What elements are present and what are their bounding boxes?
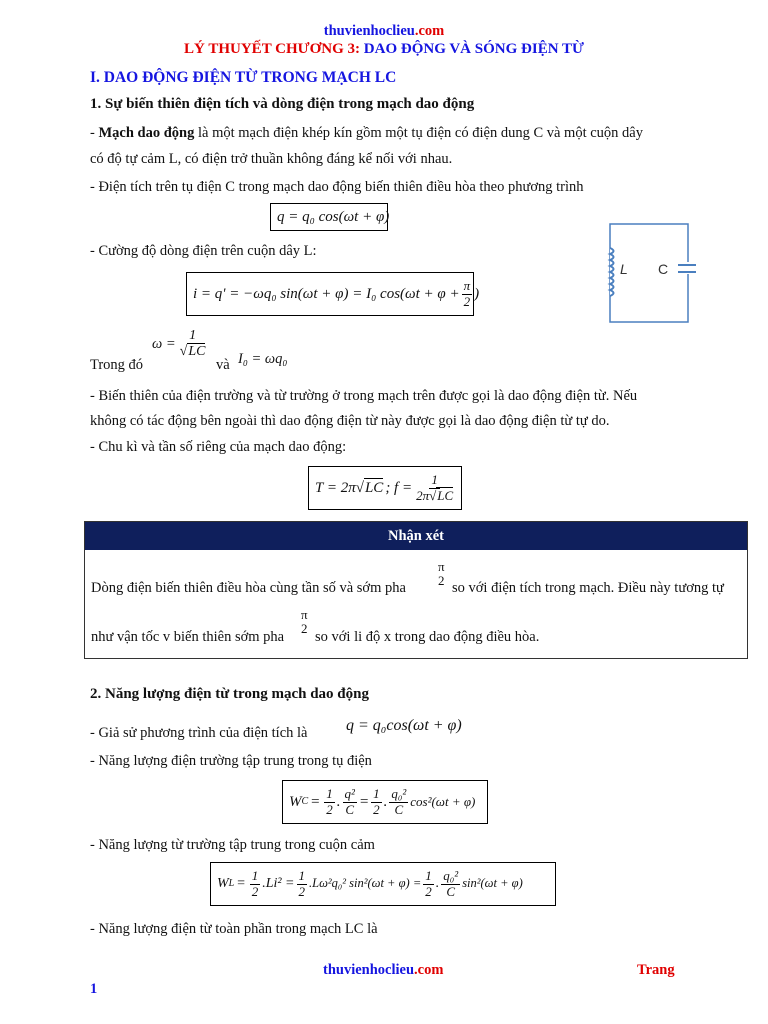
note-heading: Nhận xét [85, 522, 747, 550]
denominator: C [446, 883, 456, 899]
note-body [85, 550, 747, 658]
numerator: 1 [373, 786, 380, 802]
fraction-q2-c [343, 787, 357, 817]
fraction-frequency [414, 473, 455, 503]
dash: - [90, 125, 99, 141]
formula-charge-2: q = q₀cos(ωt + φ) [346, 717, 462, 734]
lc-circuit-diagram [600, 218, 696, 328]
formula-text: i = q' = −ωq₀ sin(ωt + φ) = I₀ cos(ωt + φ + [193, 285, 460, 302]
site-name: thuvienhoclieu [323, 23, 415, 39]
fraction-half [297, 869, 308, 899]
equals: = [358, 793, 370, 810]
fraction-half [324, 787, 335, 817]
numerator: 1 [251, 868, 259, 884]
numerator: 1 [189, 328, 197, 343]
formula-text: T = 2π [315, 479, 356, 496]
label-c: C [658, 261, 669, 277]
formula-text: ; f = [385, 479, 413, 496]
formula-text: .Li² = [262, 876, 295, 892]
site-name: thuvienhoclieu [323, 962, 415, 978]
formula-text: cos²(ωt + φ) [410, 793, 476, 809]
note-box [84, 521, 748, 659]
fraction-pi-over-2 [436, 560, 447, 589]
denominator: 2 [301, 621, 308, 637]
note-line-2-left: như vận tốc v biến thiên sớm pha [91, 629, 285, 645]
paragraph-cuong-do: - Cường độ dòng điện trên cuộn dây L: [90, 243, 317, 259]
formula-wc: W C = $\frac{1}{2}$ . $\frac{\text{q²}}{C}$ = $\frac{1}{2}$ . $\frac{\text{q₀²}}{C}$ cos²(ωt + φ) [282, 780, 488, 824]
site-domain: .com [414, 962, 444, 978]
paragraph-mach-dao-dong [90, 124, 740, 142]
fraction-q02-c [389, 787, 408, 817]
numerator: 1 [431, 472, 438, 488]
denominator: 2 [298, 883, 306, 899]
formula-period [308, 466, 462, 510]
text-va: và [216, 357, 230, 373]
formula-current [186, 272, 480, 316]
formula-omega [152, 328, 209, 360]
formula-text: ) [474, 285, 480, 302]
numerator: 1 [425, 868, 432, 884]
radicand: LC [437, 487, 454, 503]
subscript: L [228, 877, 235, 889]
formula-wl: W L = $\frac{1}{2}$ .Li² = $\frac{1}{2}$ .Lω²q₀² sin²(ωt + φ) = $\frac{1}{2}$ . $\frac{\text{q₀²}}{C}$ sin²(ωt + φ) [210, 862, 556, 906]
paragraph-nang-luong-tu: - Năng lượng từ trường tập trung trong cuộn cảm [90, 837, 375, 853]
fraction-pi-over-2 [299, 608, 310, 637]
denominator [414, 489, 455, 503]
fraction-half [423, 869, 434, 899]
denominator: 2 [326, 801, 333, 817]
paragraph-toan-phan: - Năng lượng điện từ toàn phần trong mạch LC là [90, 921, 378, 937]
fraction-pi-over-2 [462, 279, 473, 309]
title-chapter: LÝ THUYẾT CHƯƠNG 3: [184, 41, 361, 57]
note-line-2-right: so với li độ x trong dao động điều hòa. [315, 629, 540, 645]
title-topic: DAO ĐỘNG VÀ SÓNG ĐIỆN TỪ [363, 41, 584, 57]
subheading-1: 1. Sự biến thiên điện tích và dòng điện trong mạch dao động [90, 96, 475, 112]
formula-text: W [289, 793, 302, 810]
formula-text: ω = [152, 335, 176, 352]
page-number: 1 [90, 981, 98, 997]
paragraph-line: có độ tự cảm L, có điện trở thuần không đáng kể nối với nhau. [90, 151, 453, 167]
fraction-q02-c [441, 869, 460, 899]
denominator: C [345, 801, 355, 817]
paragraph-gia-su: - Giả sử phương trình của điện tích là [90, 725, 308, 741]
subheading-2: 2. Năng lượng điện từ trong mạch dao động [90, 686, 369, 702]
denominator: 2 [438, 573, 445, 589]
note-line-1-left: Dòng điện biến thiên điều hòa cùng tần số và sớm pha [91, 580, 406, 596]
fraction-half [250, 869, 261, 899]
radicand: LC [188, 344, 206, 360]
text-trong-do: Trong đó [90, 357, 144, 373]
denominator: 2 [425, 883, 432, 899]
equals: = [310, 793, 321, 810]
page-title [0, 40, 768, 59]
paragraph-nang-luong-dien: - Năng lượng điện trường tập trung trong tụ điện [90, 753, 372, 769]
footer-trang: Trang [637, 962, 675, 978]
term-mach-dao-dong: Mạch dao động [98, 125, 195, 141]
numerator: π [438, 559, 445, 574]
site-domain: .com [414, 23, 445, 39]
denominator [178, 344, 208, 359]
label-l: L [620, 261, 628, 277]
radical-sign [356, 479, 364, 498]
denominator: C [394, 801, 404, 817]
paragraph-line: không có tác động bên ngoài thì dao động điện từ này được gọi là dao động điện từ tự do. [90, 413, 610, 429]
denominator: 2 [373, 801, 380, 817]
formula-text: q = q₀ cos(ωt + φ) [277, 208, 390, 225]
text: là một mạch điện khép kín gồm một tụ điện có điện dung C và một cuộn dây [194, 125, 643, 141]
note-line-1-right: so với điện tích trong mạch. Điều này tương tự [452, 580, 724, 596]
denominator: 2 [251, 883, 259, 899]
numerator: q² [344, 786, 355, 802]
denominator: 2 [463, 293, 471, 309]
numerator: π [463, 278, 471, 294]
numerator: 1 [326, 786, 333, 802]
numerator: q₀² [443, 868, 459, 884]
radicand: LC [364, 480, 384, 497]
paragraph-dien-tich: - Điện tích trên tụ điện C trong mạch dao động biến thiên điều hòa theo phương trình [90, 179, 584, 195]
fraction-omega [178, 328, 208, 360]
equals: = [236, 876, 246, 892]
formula-i0: I₀ = ωq₀ [238, 351, 288, 367]
footer-site [323, 961, 443, 979]
numerator: q₀² [391, 786, 407, 802]
formula-text: 2π [416, 487, 430, 503]
numerator: 1 [298, 868, 306, 884]
paragraph-bien-thien: - Biến thiên của điện trường và từ trường ở trong mạch trên được gọi là dao động điện từ. Nếu [90, 388, 638, 404]
paragraph-chu-ki: - Chu kì và tần số riêng của mạch dao động: [90, 439, 347, 455]
section-heading-1: I. DAO ĐỘNG ĐIỆN TỪ TRONG MẠCH LC [90, 69, 397, 86]
site-header [0, 22, 768, 40]
fraction-half [371, 787, 382, 817]
numerator: π [301, 607, 308, 622]
formula-text: .Lω²q₀² sin²(ωt + φ) = [309, 876, 422, 891]
formula-text: sin²(ωt + φ) [462, 876, 523, 891]
formula-text: W [217, 876, 229, 892]
formula-charge [270, 203, 388, 231]
subscript: C [301, 795, 309, 807]
